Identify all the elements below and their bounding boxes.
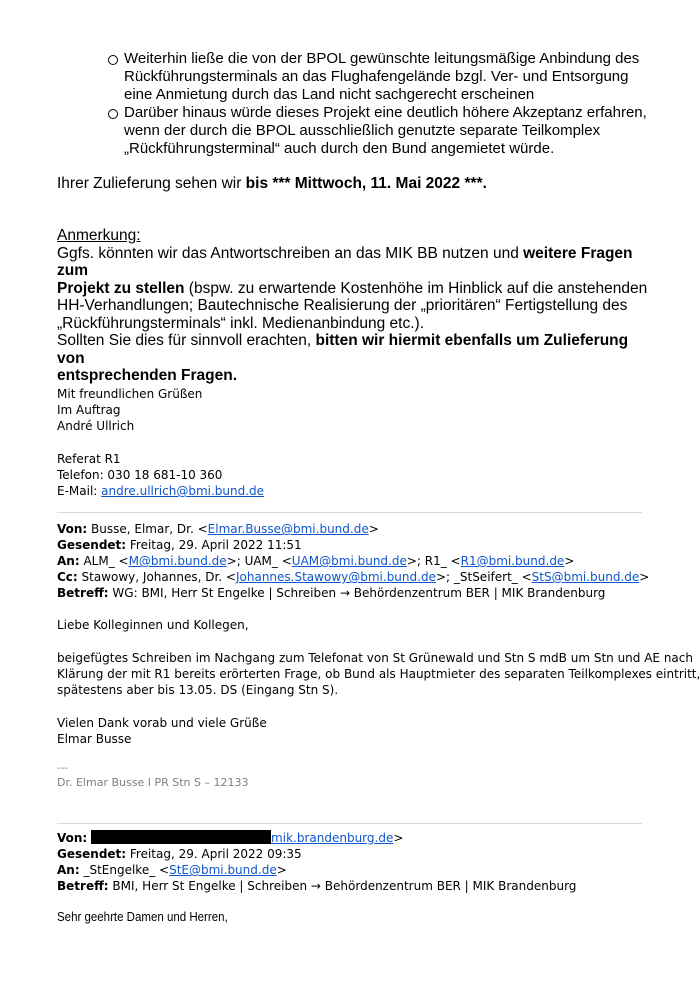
bullet-line: Darüber hinaus würde dieses Projekt eine deutlich höhere Akzeptanz erfahren, [124,104,647,121]
body-line: spätestens aber bis 13.05. DS (Eingang Stn S). [57,683,339,697]
bullet-marker [108,54,118,68]
body-line: beigefügtes Schreiben im Nachgang zum Telefonat von St Grünewald und Stn S mdB um Stn und AE nach [57,651,693,665]
remark-block [57,227,657,385]
to-email-link[interactable]: M@bmi.bund.de [128,554,227,568]
mail2-greeting: Sehr geehrte Damen und Herren, [57,910,228,924]
remark-line: entsprechenden Fragen. [57,367,238,384]
department: Referat R1 [57,452,121,466]
mail1-to: An: ALM_ <M@bmi.bund.de>; UAM_ <UAM@bmi.bund.de>; R1_ <R1@bmi.bund.de> [57,554,575,568]
deadline-text: Ihrer Zulieferung sehen wir [57,175,246,192]
to-email-link[interactable]: UAM@bmi.bund.de [291,554,407,568]
mail1-cc: Cc: Stawowy, Johannes, Dr. <Johannes.Stawowy@bmi.bund.de>; _StSeifert_ <StS@bmi.bund.de> [57,570,650,584]
mail1-signature [57,762,248,790]
deadline-line [57,175,487,193]
bullet-line: Weiterhin ließe die von der BPOL gewünschte leitungsmäßige Anbindung des [124,50,640,67]
mail1-thanks [57,715,267,747]
remark-heading: Anmerkung: [57,227,141,244]
mail1-body [57,650,700,698]
remark-line: Ggfs. könnten wir das Antwortschreiben an das MIK BB nutzen und weitere Fragen zum [57,244,633,279]
deadline-date: bis *** Mittwoch, 11. Mai 2022 ***. [245,175,487,192]
remark-line: Sollten Sie dies für sinnvoll erachten, bitten wir hiermit ebenfalls um Zulieferung von [57,332,629,367]
remark-line: Projekt zu stellen (bspw. zu erwartende Kostenhöhe im Hinblick auf die anstehenden [57,279,648,297]
thanks-line: Vielen Dank vorab und viele Grüße [57,716,267,730]
bullet-marker [108,108,118,122]
mail2-from: Von: mik.brandenburg.de> [57,831,404,845]
body-line: Klärung der mit R1 bereits erörterten Frage, ob Bund als Hauptmieter des separaten Teilkomplexes eintritt, [57,667,700,681]
mail2-header [57,830,576,894]
contact-block [57,451,264,499]
to-email-link[interactable]: StE@bmi.bund.de [169,863,277,877]
mail1-header [57,521,649,601]
bullet-line: „Rückführungsterminal“ auch durch den Bund angemietet würde. [124,140,555,157]
signature-line: Dr. Elmar Busse I PR Stn S – 12133 [57,776,249,789]
mail1-sent: Gesendet: Freitag, 29. April 2022 11:51 [57,538,302,552]
closing-block [57,386,202,434]
mail1-from: Von: Busse, Elmar, Dr. <Elmar.Busse@bmi.bund.de> [57,522,379,536]
mail1-subject: Betreff: WG: BMI, Herr St Engelke | Schreiben → Behördenzentrum BER | MIK Brandenburg [57,586,606,600]
divider [57,512,642,513]
bullet-line: eine Anmietung durch das Land nicht sachgerecht erscheinen [124,86,535,103]
bullet-line: wenn der durch die BPOL ausschließlich genutzte separate Teilkomplex [124,122,601,139]
mail1-greeting: Liebe Kolleginnen und Kollegen, [57,618,249,632]
mail2-subject: Betreff: BMI, Herr St Engelke | Schreiben → Behördenzentrum BER | MIK Brandenburg [57,879,577,893]
mail2-sent: Gesendet: Freitag, 29. April 2022 09:35 [57,847,302,861]
bullet-item-2 [124,104,664,158]
sender-name: André Ullrich [57,419,135,433]
bullet-item-1 [124,50,664,104]
signature-separator: --- [57,763,68,774]
bullet-line: Rückführungsterminals an das Flughafengelände bzgl. Ver- und Entsorgung [124,68,629,85]
from-email-link[interactable]: Elmar.Busse@bmi.bund.de [207,522,369,536]
remark-line: HH-Verhandlungen; Bautechnische Realisierung der „prioritären“ Fertigstellung des [57,297,628,314]
closing-line: Im Auftrag [57,403,121,417]
redaction-box [183,830,271,844]
email-line: E-Mail: andre.ullrich@bmi.bund.de [57,484,265,498]
remark-line: „Rückführungsterminals“ inkl. Medienanbindung etc.). [57,314,425,332]
mail2-to: An: _StEngelke_ <StE@bmi.bund.de> [57,863,287,877]
phone: Telefon: 030 18 681-10 360 [57,468,223,482]
closing-line: Mit freundlichen Grüßen [57,387,203,401]
to-email-link[interactable]: R1@bmi.bund.de [460,554,565,568]
email-link[interactable]: andre.ullrich@bmi.bund.de [101,484,265,498]
cc-email-link[interactable]: Johannes.Stawowy@bmi.bund.de [235,570,436,584]
redaction-box [91,830,183,844]
divider [57,823,642,824]
cc-email-link[interactable]: StS@bmi.bund.de [531,570,640,584]
thanks-name: Elmar Busse [57,732,132,746]
from-email-link[interactable]: mik.brandenburg.de [271,831,394,845]
